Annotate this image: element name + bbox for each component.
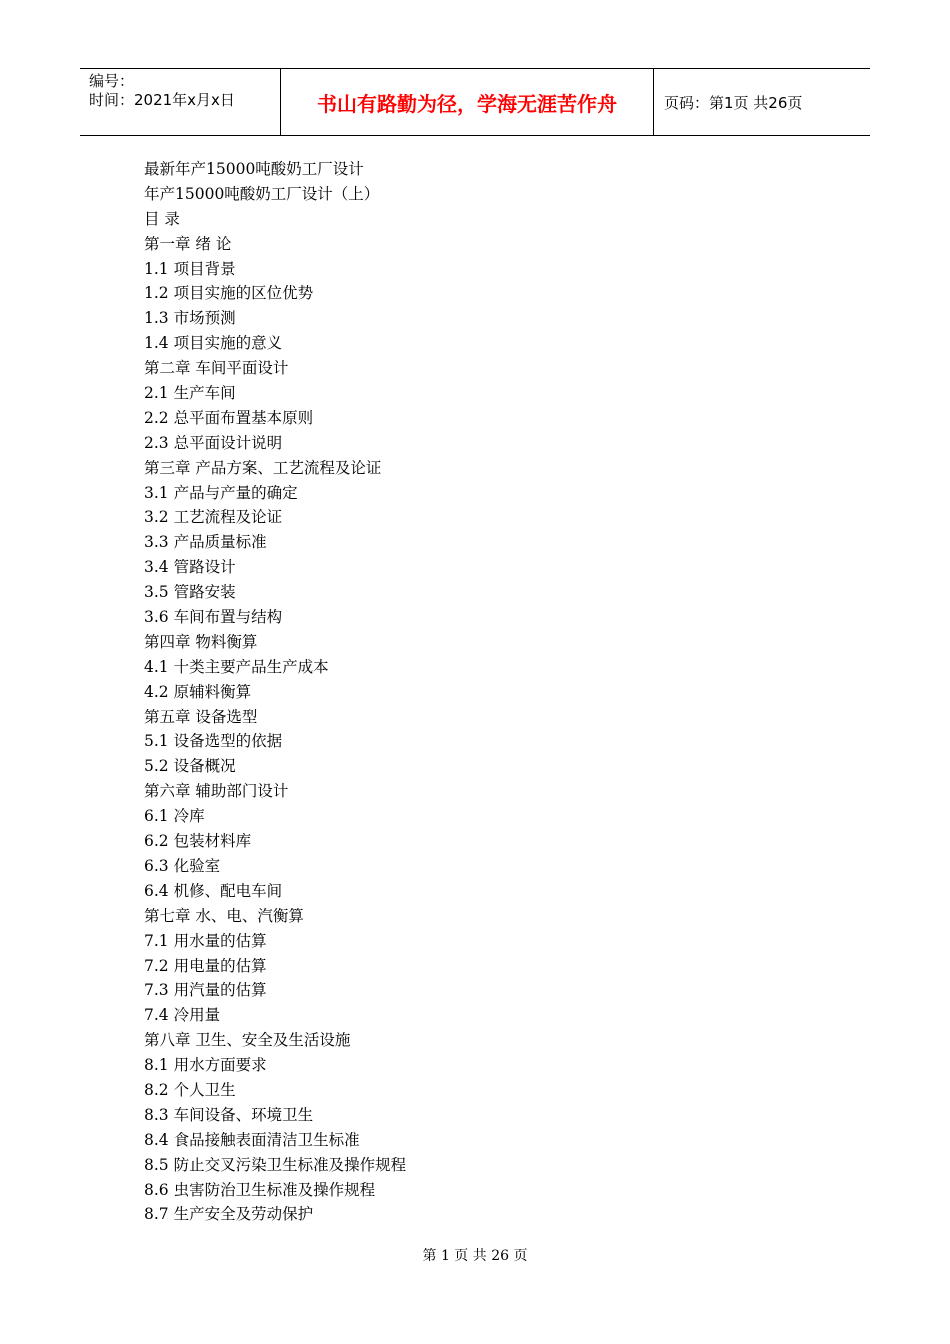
toc-line: 第六章 辅助部门设计 bbox=[144, 782, 289, 801]
toc-line: 3.1 产品与产量的确定 bbox=[144, 483, 298, 502]
toc-line: 5.2 设备概况 bbox=[144, 757, 236, 776]
toc-line: 3.6 车间布置与结构 bbox=[144, 608, 283, 627]
toc-line: 3.4 管路设计 bbox=[144, 558, 236, 577]
toc-line: 2.2 总平面布置基本原则 bbox=[144, 408, 314, 427]
table-of-contents bbox=[144, 157, 824, 1227]
toc-line: 8.6 虫害防治卫生标准及操作规程 bbox=[144, 1180, 376, 1199]
toc-line: 7.2 用电量的估算 bbox=[144, 956, 267, 975]
toc-line: 4.2 原辅料衡算 bbox=[144, 682, 252, 701]
toc-line: 8.7 生产安全及劳动保护 bbox=[144, 1205, 314, 1224]
time-label: 时间：2021年x月x日 bbox=[89, 91, 235, 109]
header-page-info-cell bbox=[654, 69, 870, 135]
toc-line: 第二章 车间平面设计 bbox=[144, 359, 289, 378]
footer-page-number: 第 1 页 共 26 页 bbox=[422, 1248, 528, 1264]
toc-line: 第七章 水、电、汽衡算 bbox=[144, 906, 304, 925]
toc-line: 最新年产15000吨酸奶工厂设计 bbox=[144, 160, 364, 178]
toc-line: 年产15000吨酸奶工厂设计（上） bbox=[144, 184, 380, 203]
toc-line: 1.3 市场预测 bbox=[144, 309, 236, 328]
toc-line: 第八章 卫生、安全及生活设施 bbox=[144, 1031, 351, 1050]
toc-line: 8.5 防止交叉污染卫生标准及操作规程 bbox=[144, 1155, 407, 1174]
page-header bbox=[80, 68, 870, 136]
page-footer bbox=[0, 1245, 950, 1265]
toc-line: 1.1 项目背景 bbox=[144, 259, 236, 278]
toc-line: 6.2 包装材料库 bbox=[144, 832, 252, 851]
toc-line: 6.3 化验室 bbox=[144, 856, 221, 875]
header-slogan-cell bbox=[281, 69, 654, 135]
toc-line: 1.4 项目实施的意义 bbox=[144, 334, 283, 353]
toc-line: 2.3 总平面设计说明 bbox=[144, 433, 283, 452]
toc-line: 6.4 机修、配电车间 bbox=[144, 881, 283, 900]
toc-line: 8.4 食品接触表面清洁卫生标准 bbox=[144, 1130, 360, 1149]
toc-line: 8.1 用水方面要求 bbox=[144, 1056, 267, 1075]
toc-line: 4.1 十类主要产品生产成本 bbox=[144, 657, 329, 676]
toc-line: 3.3 产品质量标准 bbox=[144, 533, 267, 552]
toc-line: 第一章 绪 论 bbox=[144, 234, 232, 253]
page-info-text: 页码：第1页 共26页 bbox=[664, 93, 803, 112]
toc-line: 7.4 冷用量 bbox=[144, 1006, 221, 1025]
toc-line: 7.1 用水量的估算 bbox=[144, 931, 267, 950]
toc-line: 第四章 物料衡算 bbox=[144, 632, 258, 651]
toc-line: 目 录 bbox=[144, 209, 180, 228]
serial-label: 编号： bbox=[89, 72, 135, 90]
toc-line: 7.3 用汽量的估算 bbox=[144, 981, 267, 1000]
header-meta-cell bbox=[80, 69, 281, 135]
toc-line: 1.2 项目实施的区位优势 bbox=[144, 284, 314, 303]
toc-line: 第三章 产品方案、工艺流程及论证 bbox=[144, 458, 382, 477]
slogan-text: 书山有路勤为径，学海无涯苦作舟 bbox=[317, 91, 617, 116]
toc-line: 3.2 工艺流程及论证 bbox=[144, 508, 283, 527]
toc-line: 3.5 管路安装 bbox=[144, 583, 236, 602]
toc-line: 第五章 设备选型 bbox=[144, 707, 258, 726]
toc-line: 8.3 车间设备、环境卫生 bbox=[144, 1105, 314, 1124]
toc-line: 8.2 个人卫生 bbox=[144, 1080, 236, 1099]
toc-line: 5.1 设备选型的依据 bbox=[144, 732, 283, 751]
toc-line: 6.1 冷库 bbox=[144, 807, 205, 826]
toc-line: 2.1 生产车间 bbox=[144, 384, 236, 403]
